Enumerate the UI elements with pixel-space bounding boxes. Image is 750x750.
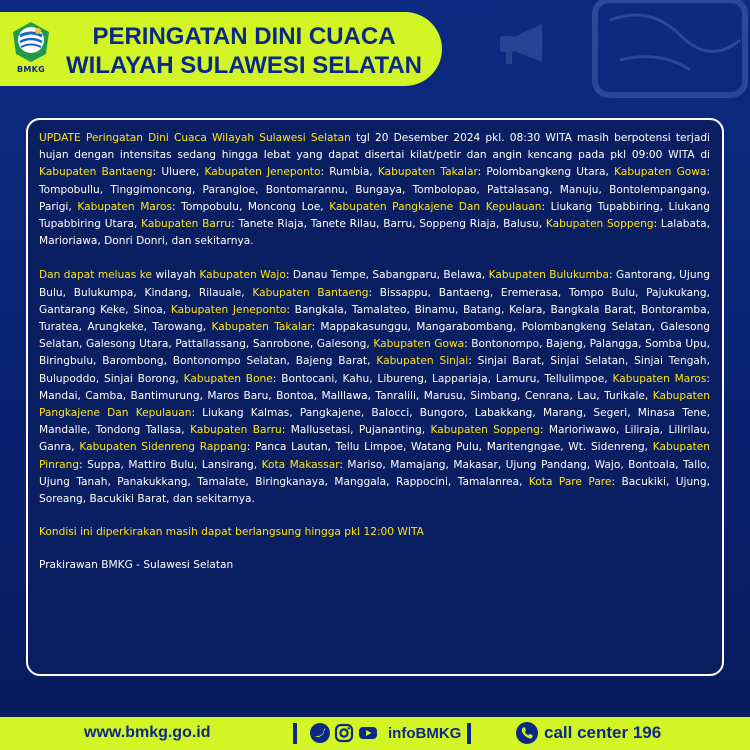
phone-icon — [516, 722, 538, 744]
bulletin-text: : Liukang Tupabbiring, Liukang Tupabbiring Utara, — [39, 200, 710, 231]
bulletin-text: : Bissappu, Bantaeng, Eremerasa, Tompo Bulu, Pajukukang, Gantarang Keke, Sinoa, — [39, 286, 710, 316]
bulletin-text: : Marioriwawo, Liliraja, Lilirilau, Ganra, — [39, 424, 710, 454]
region-highlight: Kabupaten Wajo — [199, 269, 286, 282]
header-banner — [0, 12, 442, 86]
region-highlight: Kabupaten Sinjai — [376, 355, 469, 368]
bulletin-text: : Uluere, — [152, 166, 205, 179]
bulletin-card — [26, 118, 724, 676]
logo-text: BMKG — [16, 65, 46, 74]
region-highlight: Dan dapat meluas ke — [39, 269, 153, 282]
region-highlight: Kabupaten Pangkajene Dan Kepulauan — [329, 200, 542, 213]
footer-divider — [293, 723, 297, 744]
twitter-icon[interactable] — [310, 723, 330, 743]
footer-divider — [467, 723, 471, 744]
region-highlight: Kabupaten Jeneponto — [204, 166, 321, 179]
region-highlight: Kabupaten Soppeng — [545, 218, 654, 231]
region-highlight: Kabupaten Barru — [141, 218, 232, 231]
bulletin-duration-note: Kondisi ini diperkirakan masih dapat berlangsung hingga pkl 12:00 WITA — [39, 526, 424, 539]
bulletin-text: : Bontocani, Kahu, Libureng, Lappariaja, Lamuru, Tellulimpoe, — [272, 372, 613, 385]
bulletin-text: : Bacukiki, Ujung, Soreang, Bacukiki Barat, dan sekitarnya. — [39, 475, 710, 506]
page-title — [58, 22, 430, 80]
footer-bar — [0, 717, 750, 750]
call-center[interactable] — [516, 722, 661, 744]
region-highlight: Kabupaten Takalar — [377, 166, 478, 179]
bmkg-logo — [8, 20, 54, 78]
region-highlight: Kabupaten Gowa — [373, 338, 465, 351]
bulletin-paragraph-update — [39, 130, 710, 250]
bulletin-text: : Polombangkeng Utara, — [477, 166, 615, 179]
bulletin-text: : Gantorang, Ujung Bulu, Bulukumpa, Kindang, Rilauale, — [39, 269, 711, 299]
bulletin-text: : Tompobulu, Moncong Loe, — [172, 200, 330, 213]
region-highlight: Kabupaten Bantaeng — [252, 286, 369, 299]
bulletin-text: : Tanete Riaja, Tanete Rilau, Barru, Soppeng Riaja, Balusu, — [231, 218, 546, 231]
map-outline — [610, 15, 740, 51]
bulletin-text: : Mappakasunggu, Mangarabombang, Polombangkeng Selatan, Galesong Selatan, Galesong Utara, Pattallassang, Sanrobone, Galesong, — [39, 321, 711, 351]
region-highlight: Kabupaten Jeneponto — [170, 303, 287, 316]
region-highlight: Kabupaten Maros — [77, 200, 172, 213]
bulletin-text: : Tompobullu, Tinggimoncong, Parangloe, Bontomarannu, Bungaya, Tombolopao, Pattalasang, Manuju, Bontolempangang, Parigi, — [39, 166, 711, 213]
bulletin-text: : Mariso, Mamajang, Makasar, Ujung Pandang, Wajo, Bontoala, Tallo, Ujung Tanah, Panakukkang, Tamalate, Biringkanaya, Manggala, Rappocini, Tamalanrea, — [39, 458, 711, 488]
bulletin-text: : Lalabata, Marioriawa, Donri Donri, dan sekitarnya. — [39, 218, 710, 248]
bulletin-paragraph-extension — [39, 267, 710, 508]
bulletin-text: : Bangkala, Tamalateo, Binamu, Batang, Kelara, Bangkala Barat, Bontoramba, Turatea, Arungkeke, Tarowang, — [39, 303, 710, 334]
call-center-label: call center 196 — [544, 723, 662, 742]
region-highlight: Kabupaten Bone — [183, 372, 273, 385]
bulletin-text: : Sinjai Barat, Sinjai Selatan, Sinjai Tengah, Bulupoddo, Sinjai Borong, — [39, 355, 710, 385]
bulletin-text: : Rumbia, — [320, 166, 378, 179]
region-highlight: Kabupaten Takalar — [211, 321, 312, 334]
megaphone-icon — [500, 24, 542, 64]
region-highlight: UPDATE Peringatan Dini Cuaca Wilayah Sulawesi Selatan — [39, 132, 351, 144]
bulletin-text: : Suppa, Mattiro Bulu, Lansirang, — [79, 458, 262, 471]
title-line-2: WILAYAH SULAWESI SELATAN — [65, 52, 423, 79]
bulletin-text: : Liukang Kalmas, Pangkajene, Balocci, Bungoro, Labakkang, Marang, Segeri, Minasa Tene, Mandalle, Tondong Tallasa, — [39, 407, 711, 437]
bulletin-text: wilayah — [152, 269, 200, 282]
instagram-icon[interactable] — [334, 723, 354, 743]
social-handle[interactable]: infoBMKG — [388, 724, 462, 742]
background-phone-illustration — [420, 0, 750, 130]
region-highlight: Kabupaten Barru — [190, 424, 282, 437]
region-highlight: Kabupaten Gowa — [614, 166, 707, 179]
phone-outline — [595, 0, 745, 95]
region-highlight: Kabupaten Pinrang — [39, 441, 711, 471]
title-line-1: PERINGATAN DINI CUACA — [92, 23, 396, 50]
youtube-icon[interactable] — [358, 723, 378, 743]
social-links — [310, 723, 461, 743]
bulletin-text: : Mandai, Camba, Bantimurung, Maros Baru, Bontoa, Malllawa, Tanralili, Marusu, Simbang, Cenrana, Lau, Turikale, — [39, 372, 710, 402]
region-highlight: Kota Makassar — [261, 458, 340, 471]
bulletin-text: : Panca Lautan, Tellu Limpoe, Watang Pulu, Maritengngae, Wt. Sidenreng, — [246, 441, 653, 454]
region-highlight: Kabupaten Soppeng — [430, 424, 540, 437]
bulletin-text: tgl 20 Desember 2024 pkl. 08:30 WITA masih berpotensi terjadi hujan dengan intensitas sedang hingga lebat yang dapat disertai kilat/petir dan angin kencang pada pkl 09:00 WITA di — [39, 132, 711, 162]
region-highlight: Kabupaten Sidenreng Rappang — [79, 441, 247, 454]
bulletin-text: : Mallusetasi, Pujananting, — [281, 424, 431, 437]
region-highlight: Kota Pare Pare — [528, 475, 612, 488]
bmkg-emblem-icon — [11, 20, 51, 64]
region-highlight: Kabupaten Bantaeng — [39, 166, 153, 179]
bulletin-text: : Danau Tempe, Sabangparu, Belawa, — [285, 269, 489, 282]
bulletin-text: : Bontonompo, Bajeng, Palangga, Somba Upu, Biringbulu, Barombong, Bontonompo Selatan, Bajeng Barat, — [39, 338, 710, 368]
bulletin-signature: Prakirawan BMKG - Sulawesi Selatan — [39, 559, 234, 572]
region-highlight: Kabupaten Pangkajene Dan Kepulauan — [39, 389, 710, 420]
region-highlight: Kabupaten Maros — [612, 372, 707, 385]
website-link[interactable]: www.bmkg.go.id — [84, 724, 211, 741]
region-highlight: Kabupaten Bulukumba — [488, 269, 610, 282]
